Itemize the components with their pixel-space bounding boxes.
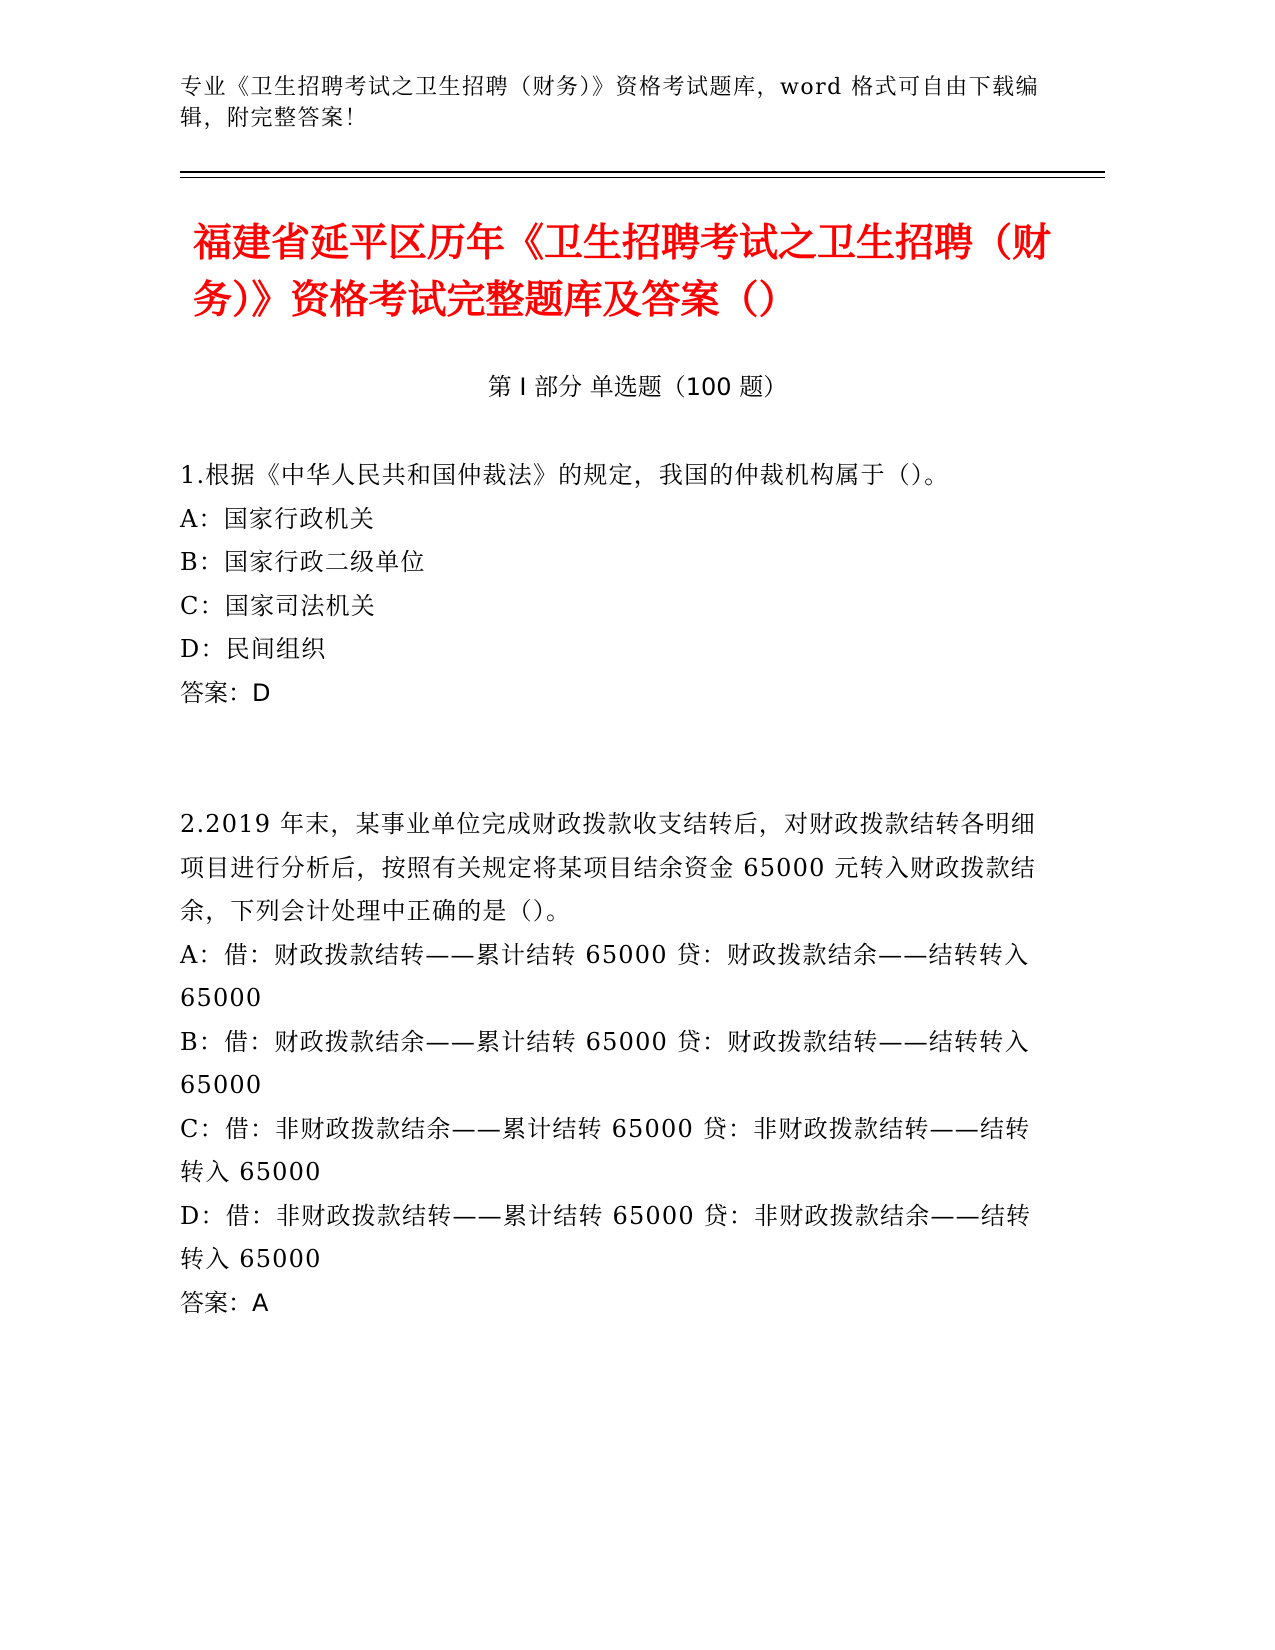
- header-rule-thin: [180, 177, 1105, 178]
- option-c: C：国家司法机关: [180, 591, 376, 620]
- question-1: [180, 454, 1050, 715]
- section-heading: 第 I 部分 单选题（100 题）: [487, 373, 788, 401]
- option-c: C：借：非财政拨款结余——累计结转 65000 贷：非财政拨款结转——结转转入 65000: [180, 1114, 1031, 1186]
- answer-line: 答案：A: [180, 1288, 269, 1317]
- option-b: B：借：财政拨款结余——累计结转 65000 贷：财政拨款结转——结转转入 65000: [180, 1027, 1030, 1099]
- option-d: D：民间组织: [180, 635, 327, 663]
- question-stem: 2.2019 年末，某事业单位完成财政拨款收支结转后，对财政拨款结转各明细项目进行分析后，按照有关规定将某项目结余资金 65000 元转入财政拨款结余，下列会计处理中正确的是（）。: [180, 810, 1037, 925]
- answer-line: 答案：D: [180, 678, 271, 707]
- option-a: A：借：财政拨款结转——累计结转 65000 贷：财政拨款结余——结转转入 65000: [180, 940, 1030, 1012]
- header-note: 专业《卫生招聘考试之卫生招聘（财务）》资格考试题库，word 格式可自由下载编辑，附完整答案！: [180, 75, 1040, 131]
- option-b: B：国家行政二级单位: [180, 548, 426, 576]
- option-a: A：国家行政机关: [180, 504, 375, 533]
- question-2: [180, 803, 1050, 1325]
- header-rule-thick: [180, 171, 1105, 173]
- document-title: 福建省延平区历年《卫生招聘考试之卫生招聘（财务）》资格考试完整题库及答案（）: [193, 221, 1052, 323]
- question-stem: 1.根据《中华人民共和国仲裁法》的规定，我国的仲裁机构属于（）。: [180, 461, 950, 489]
- option-d: D：借：非财政拨款结转——累计结转 65000 贷：非财政拨款结余——结转转入 65000: [180, 1201, 1032, 1273]
